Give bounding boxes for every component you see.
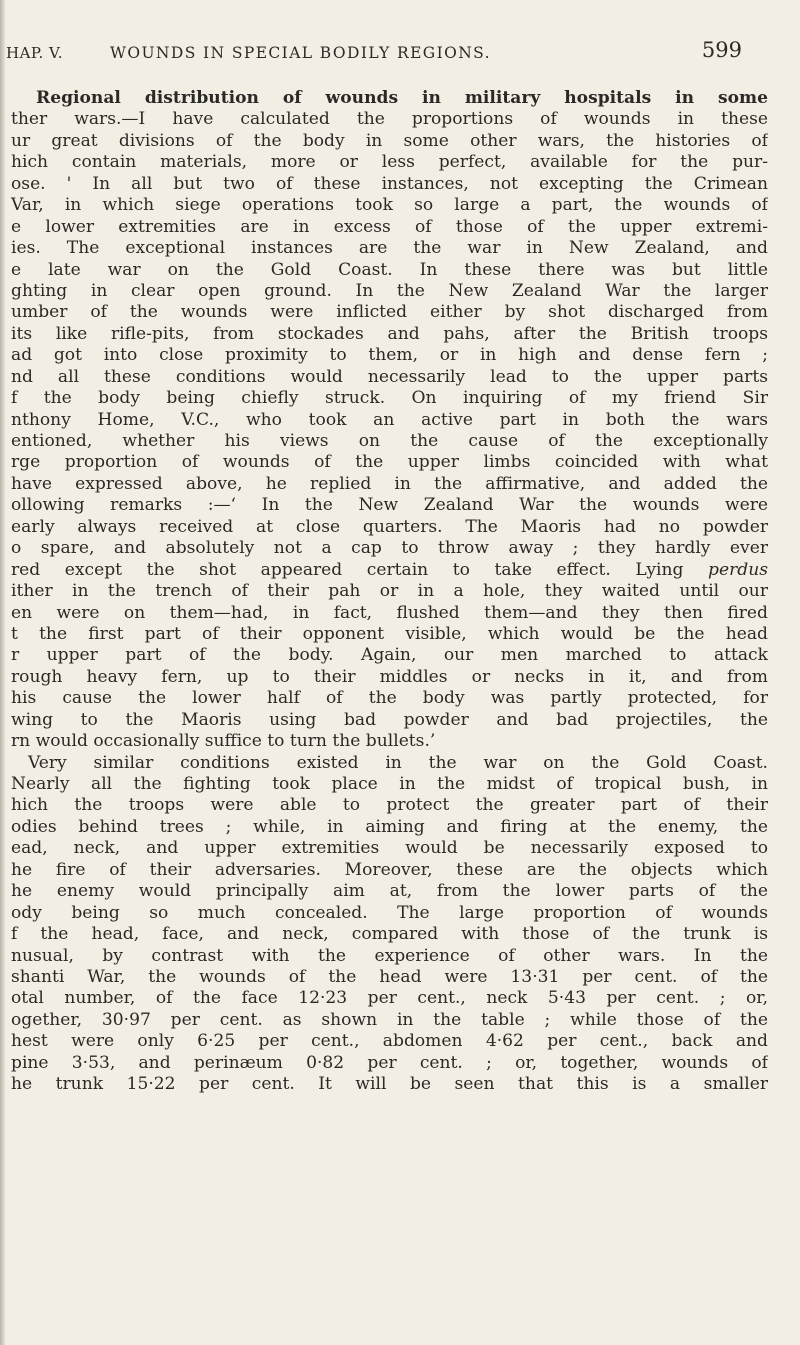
text-line: ead, neck, and upper extremities would be necessarily exposed to: [11, 838, 768, 859]
text-line: hich contain materials, more or less perfect, available for the pur-: [11, 152, 768, 173]
text-line: rn would occasionally suffice to turn the bullets.’: [11, 731, 436, 752]
text-line: hich the troops were able to protect the greater part of their: [11, 795, 768, 816]
text-line: ther wars.—I have calculated the proportions of wounds in these: [11, 109, 768, 130]
text-line: f the head, face, and neck, compared with those of the trunk is: [11, 924, 768, 945]
text-line: he enemy would principally aim at, from the lower parts of the: [11, 881, 768, 902]
text-line: rge proportion of wounds of the upper limbs coincided with what: [11, 452, 768, 473]
text-line-start: red except the shot appeared certain to take effect. Lying: [11, 559, 709, 580]
running-title: WOUNDS IN SPECIAL BODILY REGIONS.: [110, 44, 491, 62]
text-line: ur great divisions of the body in some other wars, the histories of: [11, 130, 768, 151]
italic-word: perdus: [708, 559, 768, 580]
text-line: nd all these conditions would necessarily lead to the upper parts: [11, 366, 768, 387]
page-number: 599: [701, 38, 742, 62]
text-line: f the body being chiefly struck. On inquiring of my friend Sir: [11, 388, 768, 409]
text-line: t the first part of their opponent visible, which would be the head: [11, 623, 768, 644]
text-line: otal number, of the face 12·23 per cent., neck 5·43 per cent. ; or,: [11, 988, 768, 1009]
paragraph-2-first-line: Very similar conditions existed in the war on the Gold Coast.: [28, 752, 768, 773]
text-line: ody being so much concealed. The large proportion of wounds: [11, 902, 768, 923]
text-line: ad got into close proximity to them, or in high and dense fern ;: [11, 345, 768, 366]
text-line: nusual, by contrast with the experience of other wars. In the: [11, 945, 768, 966]
text-line: ither in the trench of their pah or in a hole, they waited until our: [11, 581, 768, 602]
text-line: ose. ' In all but two of these instances, not excepting the Crimean: [11, 173, 768, 194]
running-header: [0, 38, 800, 72]
text-line: [0, 560, 768, 581]
text-line: r upper part of the body. Again, our men marched to attack: [11, 645, 768, 666]
text-line: entioned, whether his views on the cause of the exceptionally: [11, 431, 768, 451]
text-line: odies behind trees ; while, in aiming and firing at the enemy, the: [11, 816, 768, 837]
text-line: have expressed above, he replied in the affirmative, and added the: [11, 473, 768, 494]
text-line: e lower extremities are in excess of those of the upper extremi-: [11, 216, 768, 237]
paragraph-1: [0, 109, 800, 559]
text-line: ies. The exceptional instances are the war in New Zealand, and: [11, 238, 768, 259]
text-line: nthony Home, V.C., who took an active part in both the wars: [11, 409, 768, 430]
text-line: early always received at close quarters. The Maoris had no powder: [11, 516, 768, 537]
body-text: [0, 88, 800, 1096]
text-line: he trunk 15·22 per cent. It will be seen that this is a smaller: [11, 1074, 768, 1095]
text-line: rough heavy fern, up to their middles or necks in it, and from: [11, 666, 768, 687]
text-line: umber of the wounds were inflicted either by shot discharged from: [11, 302, 768, 323]
text-line: ghting in clear open ground. In the New Zealand War the larger: [11, 280, 768, 301]
paragraph-1-continued: [0, 581, 800, 753]
text-line: ollowing remarks :—‘ In the New Zealand War the wounds were: [11, 495, 768, 516]
text-line: o spare, and absolutely not a cap to throw away ; they hardly ever: [11, 538, 768, 559]
paragraph-2: [0, 774, 800, 1096]
text-line: wing to the Maoris using bad powder and bad projectiles, the: [11, 709, 768, 730]
text-line: he fire of their adversaries. Moreover, these are the objects which: [11, 859, 768, 880]
text-line: Nearly all the fighting took place in the midst of tropical bush, in: [11, 774, 768, 794]
text-line: its like rifle-pits, from stockades and pahs, after the British troops: [11, 323, 768, 344]
text-line: ogether, 30·97 per cent. as shown in the table ; while those of the: [11, 1009, 768, 1030]
text-line: en were on them—had, in fact, flushed them—and they then fired: [11, 602, 768, 623]
text-line: hest were only 6·25 per cent., abdomen 4·62 per cent., back and: [11, 1031, 768, 1052]
text-line: Var, in which siege operations took so large a part, the wounds of: [11, 195, 768, 216]
section-heading: Regional distribution of wounds in military hospitals in some: [36, 88, 768, 108]
text-line: shanti War, the wounds of the head were 13·31 per cent. of the: [11, 966, 768, 987]
chapter-label: HAP. V.: [6, 44, 63, 62]
text-line: e late war on the Gold Coast. In these there was but little: [11, 259, 768, 280]
text-line: pine 3·53, and perinæum 0·82 per cent. ; or, together, wounds of: [11, 1052, 768, 1073]
text-line: his cause the lower half of the body was partly protected, for: [11, 688, 768, 709]
